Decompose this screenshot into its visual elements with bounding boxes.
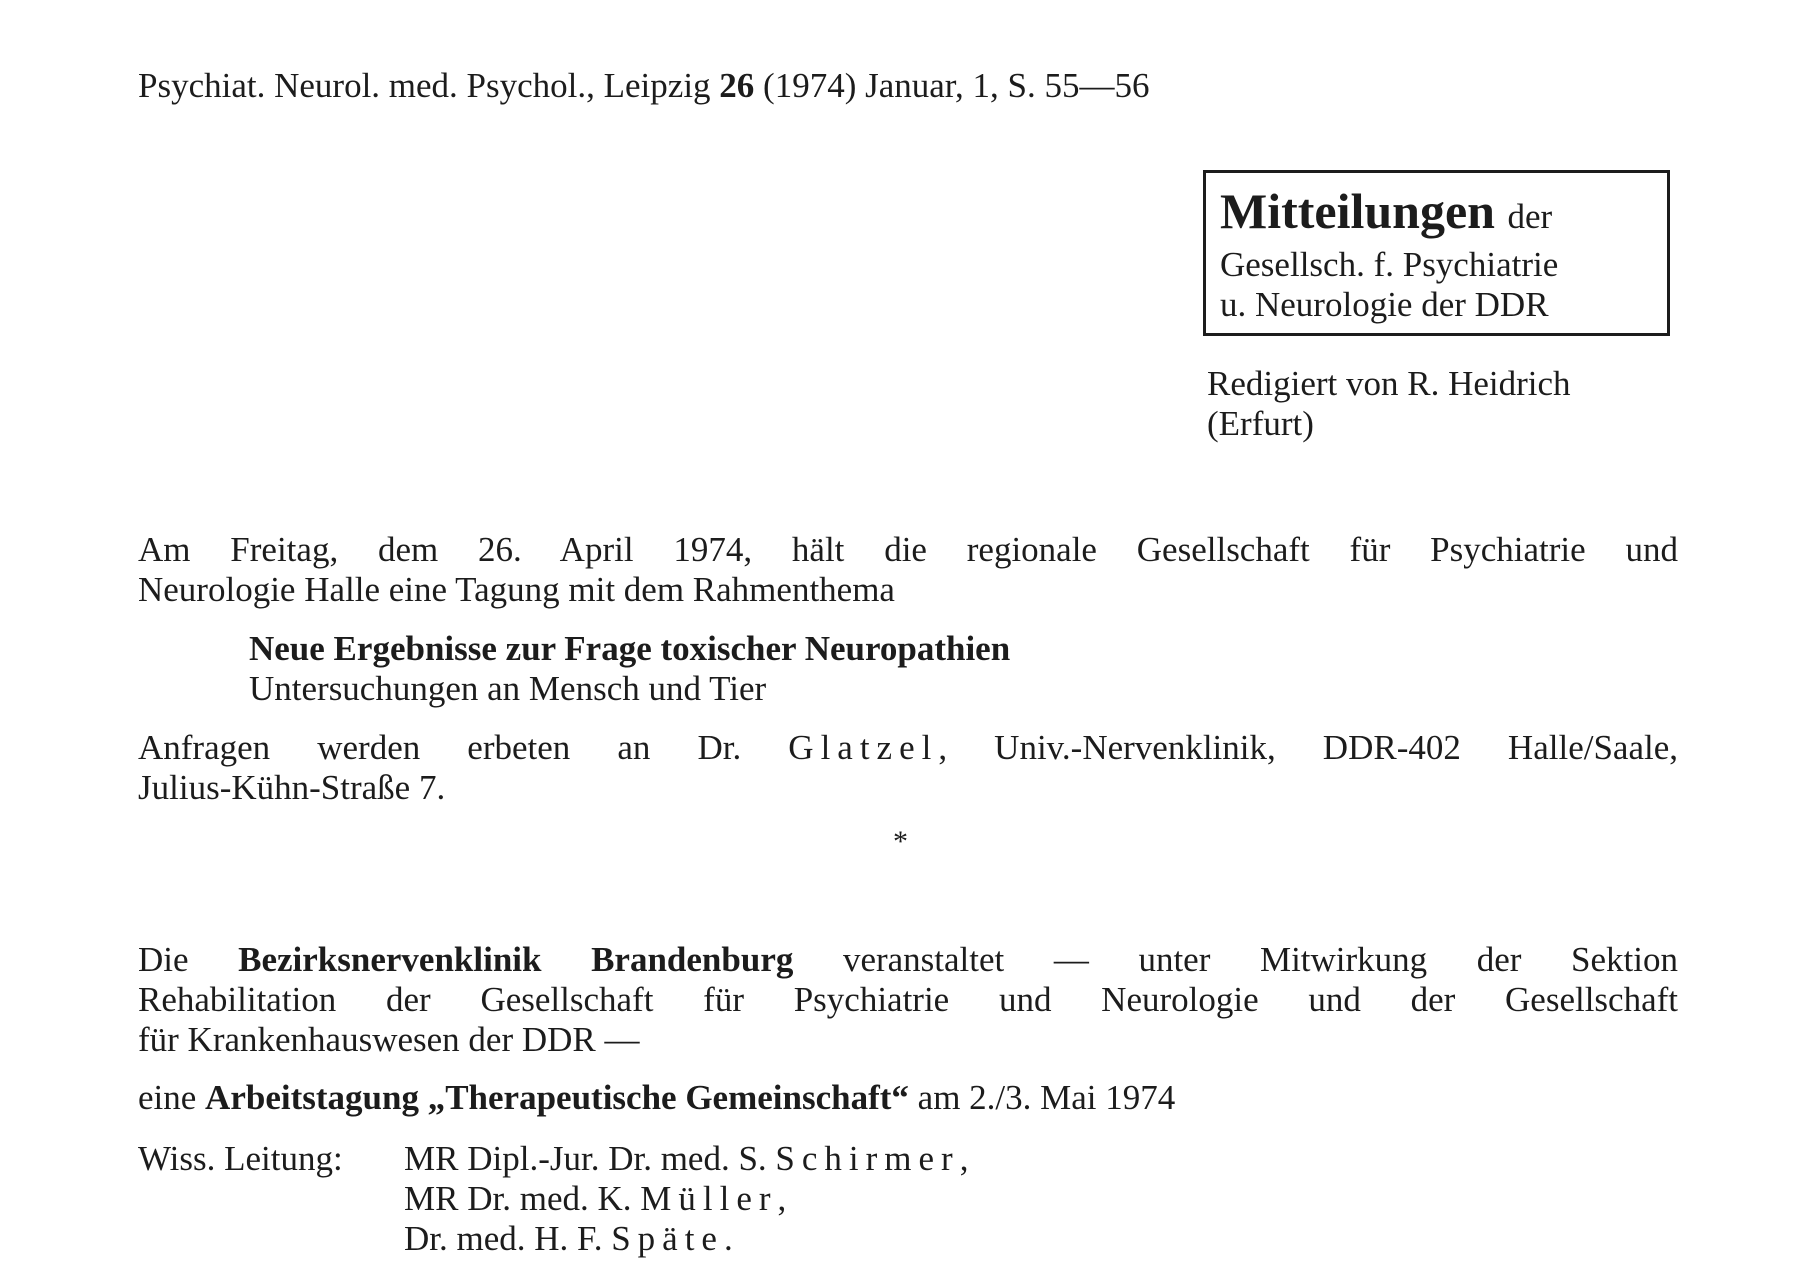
leiter-1-title: MR Dipl.-Jur. Dr. med. S. [404,1139,776,1178]
section-separator: * [893,825,908,858]
event-line [138,1078,1175,1118]
leiter-1 [404,1139,968,1179]
theme-title: Neue Ergebnisse zur Frage toxischer Neuropathien [249,629,1011,668]
notice2-suffix: veranstaltet — unter Mitwirkung der Sektion [793,940,1678,979]
editor-location: (Erfurt) [1207,404,1314,443]
leiter-2-name: Müller [640,1179,778,1218]
notice2-line3: für Krankenhauswesen der DDR — [138,1020,640,1059]
leiter-3 [404,1219,733,1259]
leiter-3-punct: . [723,1219,733,1258]
notice1-line2: Neurologie Halle eine Tagung mit dem Rahmenthema [138,570,895,609]
citation-suffix: (1974) Januar, 1, S. 55—56 [754,66,1150,105]
inquiry-street: Julius-Kühn-Straße 7. [138,768,446,807]
leiter-1-name: Schirmer [775,1139,960,1178]
box-title [1220,185,1552,243]
box-title-main: Mitteilungen [1220,183,1495,239]
clinic-name: Bezirksnervenklinik Brandenburg [238,940,794,979]
leiter-2-title: MR Dr. med. K. [404,1179,641,1218]
inquiry-contact-name: Glatzel [788,728,939,767]
box-title-suffix: der [1507,197,1553,236]
leiter-3-title: Dr. med. H. F. [404,1219,612,1258]
citation-prefix: Psychiat. Neurol. med. Psychol., Leipzig [138,66,720,105]
leiter-1-punct: , [959,1139,969,1178]
theme-subtitle: Untersuchungen an Mensch und Tier [249,669,767,708]
event-date: am 2./3. Mai 1974 [908,1078,1176,1117]
notice1-line1: Am Freitag, dem 26. April 1974, hält die regionale Gesellschaft für Psychiatrie und [138,530,1678,569]
notice2-line1 [138,940,1678,980]
inquiry-address: , Univ.-Nervenklinik, DDR-402 Halle/Saale, [938,728,1678,767]
leiter-3-name: Späte [611,1219,724,1258]
inquiry-prefix: Anfragen werden erbeten an Dr. [138,728,789,767]
box-line-society: Gesellsch. f. Psychiatrie [1220,245,1559,284]
editor-line: Redigiert von R. Heidrich [1207,364,1571,403]
journal-citation [138,66,1150,106]
notice2-line2: Rehabilitation der Gesellschaft für Psychiatrie und Neurologie und der Gesellschaft [138,980,1678,1019]
notice2-prefix: Die [138,940,239,979]
event-title: Arbeitstagung „Therapeutische Gemeinschaft“ [205,1078,909,1117]
box-line-ddr: u. Neurologie der DDR [1220,285,1549,324]
leitung-label: Wiss. Leitung: [138,1139,343,1178]
citation-volume: 26 [719,66,755,105]
event-prefix: eine [138,1078,206,1117]
society-notice-box [1203,170,1670,336]
inquiry-line1 [138,728,1678,768]
leiter-2-punct: , [777,1179,787,1218]
leiter-2 [404,1179,786,1219]
